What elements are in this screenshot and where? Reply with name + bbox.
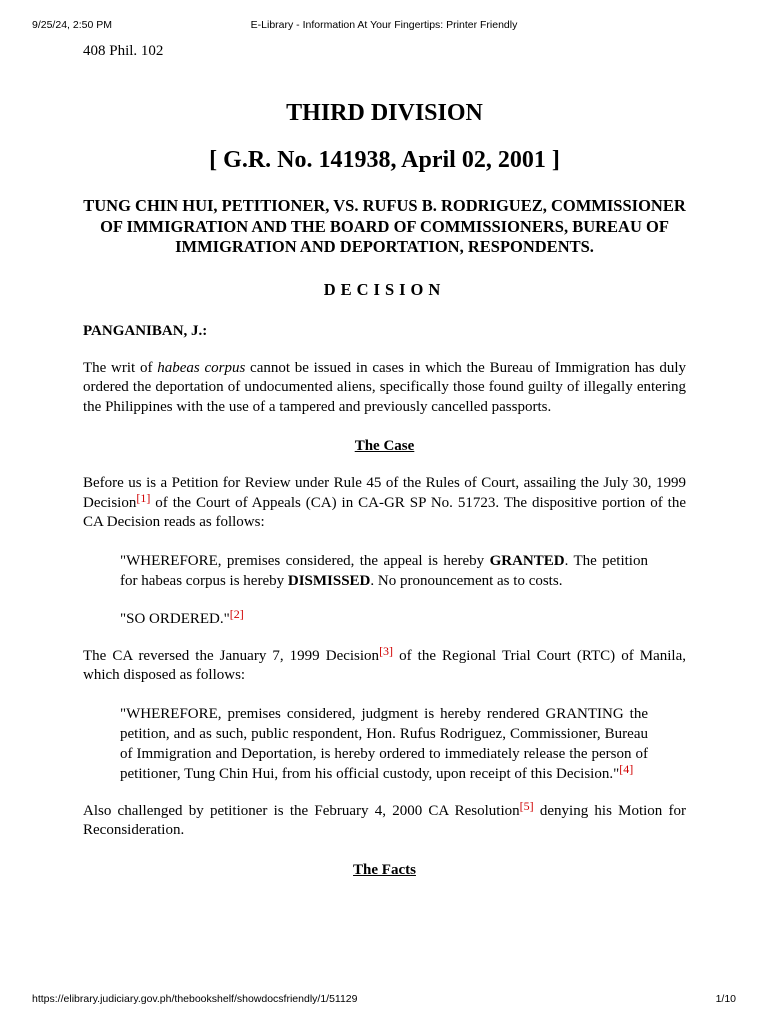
paragraph-petition: Before us is a Petition for Review under Rule 45 of the Rules of Court, assailing the July 30, 1999 Decision[1] of the Court of Appeals (CA) in CA-GR SP No. 51723. The dispositive portion of the CA Decision reads as follows: xyxy=(83,475,686,530)
print-page-title: E-Library - Information At Your Fingertips: Printer Friendly xyxy=(250,19,518,31)
bold-dismissed: DISMISSED xyxy=(287,572,371,589)
footnote-link-2[interactable]: [2] xyxy=(229,606,244,621)
footnote-link-4[interactable]: [4] xyxy=(619,761,634,776)
paragraph-ca-reversed: The CA reversed the January 7, 1999 Decision[3] of the Regional Trial Court (RTC) of Manila, which disposed as follows: xyxy=(83,643,686,683)
ponente: PANGANIBAN, J.: xyxy=(83,322,208,339)
italic-habeas-corpus: habeas corpus xyxy=(157,359,246,376)
document-body xyxy=(83,41,686,880)
paragraph-intro: The writ of habeas corpus cannot be issued in cases in which the Bureau of Immigration has duly ordered the deportation of undocumented aliens, specifically those found guilty of illegally entering the Philippines with the use of a tampered and previously cancelled passports. xyxy=(83,359,687,415)
print-page-number: 1/10 xyxy=(715,993,736,1005)
bold-granted: GRANTED xyxy=(489,552,565,569)
quote-ca-dispositive: "WHEREFORE, premises considered, the appeal is hereby GRANTED. The petition for habeas corpus is hereby DISMISSED. No pronouncement as to costs. xyxy=(120,552,648,589)
case-parties: TUNG CHIN HUI, PETITIONER, VS. RUFUS B. RODRIGUEZ, COMMISSIONER OF IMMIGRATION AND THE BOARD OF COMMISSIONERS, BUREAU OF IMMIGRATION AND DEPORTATION, RESPONDENTS. xyxy=(83,196,686,256)
paragraph-resolution: Also challenged by petitioner is the February 4, 2000 CA Resolution[5] denying his Motion for Reconsideration. xyxy=(83,798,686,838)
print-datetime: 9/25/24, 2:50 PM xyxy=(32,19,112,31)
section-heading-the-facts: The Facts xyxy=(353,861,416,878)
footnote-link-3[interactable]: [3] xyxy=(379,643,394,658)
quote-rtc-dispositive: "WHEREFORE, premises considered, judgment is hereby rendered GRANTING the petition, and as such, public respondent, Hon. Rufus Rodriguez, Commissioner, Bureau of Immigration and Deportation, is hereby ordered to immediately release the person of petitioner, Tung Chin Hui, from his official custody, upon receipt of this Decision."[4] xyxy=(120,705,648,782)
case-number: [ G.R. No. 141938, April 02, 2001 ] xyxy=(209,147,560,173)
section-heading-the-case: The Case xyxy=(354,438,415,454)
footnote-link-1[interactable]: [1] xyxy=(136,490,151,505)
quote-so-ordered: "SO ORDERED."[2] xyxy=(120,606,244,627)
division-heading: THIRD DIVISION xyxy=(286,100,483,126)
decision-heading: DECISION xyxy=(323,279,446,299)
print-url: https://elibrary.judiciary.gov.ph/thebookshelf/showdocsfriendly/1/51129 xyxy=(32,993,358,1005)
footnote-link-5[interactable]: [5] xyxy=(519,798,534,813)
citation: 408 Phil. 102 xyxy=(83,43,164,59)
